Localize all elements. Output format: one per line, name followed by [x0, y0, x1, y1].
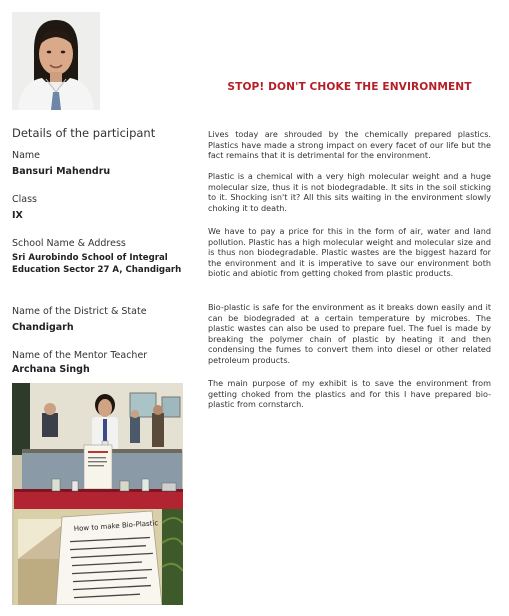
- article-headline: STOP! DON'T CHOKE THE ENVIRONMENT: [227, 81, 472, 93]
- exhibit-photo: [12, 383, 183, 605]
- participant-portrait-photo: [12, 12, 100, 110]
- school-field: [12, 238, 192, 276]
- district-value: Chandigarh: [12, 322, 74, 333]
- name-field: [12, 150, 192, 178]
- details-heading: Details of the participant: [12, 126, 156, 140]
- participant-details: [12, 126, 192, 375]
- class-label: Class: [12, 194, 37, 205]
- name-value: Bansuri Mahendru: [12, 166, 111, 177]
- mentor-value: Archana Singh: [12, 364, 90, 375]
- district-field: [12, 306, 192, 334]
- article-paragraph-3: We have to pay a price for this in the form of air, water and land pollution. Plastic has a high molecular weight and molecular size and is thus non biodegradable. Plastic wastes are the biggest hazard for the environment and it is imperative to save our environment both biotic and abiotic from getting choked from plastic products.: [208, 226, 491, 279]
- name-label: Name: [12, 150, 41, 161]
- exhibit-illustration: [12, 383, 183, 605]
- mentor-label: Name of the Mentor Teacher: [12, 350, 148, 361]
- portrait-illustration: [12, 12, 100, 110]
- article-paragraph-4: Bio-plastic is safe for the environment as it breaks down easily and it can be biodegraded at a certain temperature by microbes. The plastic wastes can also be used to prepare fuel. The fuel is made by breaking the polymer chain of plastic by heating it and then condensing the fumes to convert them into diesel or other related petroleum products.: [208, 302, 491, 365]
- school-value-line-2: Education Sector 27 A, Chandigarh: [12, 265, 182, 275]
- article-paragraph-5: The main purpose of my exhibit is to save the environment from getting choked from the plastics and for this I have prepared bio-plastic from cornstarch.: [208, 378, 491, 410]
- article-paragraph-1: Lives today are shrouded by the chemically prepared plastics. Plastics have made a strong impact on every facet of our life but the fact remains that it is detrimental for the environment.: [208, 129, 491, 161]
- article-paragraph-2: Plastic is a chemical with a very high molecular weight and a huge molecular size, thus it is not biodegradable. It sits in the soil sticking to it. Shocking isn't it? All this sits waiting in the environment slowly choking it to death.: [208, 171, 491, 213]
- exhibit-poster-title: How to make Bio-Plastic: [73, 519, 159, 533]
- school-value-line-1: Sri Aurobindo School of Integral: [12, 253, 168, 263]
- mentor-field: [12, 350, 192, 376]
- school-label: School Name & Address: [12, 238, 126, 249]
- class-field: [12, 194, 192, 222]
- class-value: IX: [12, 210, 23, 221]
- district-label: Name of the District & State: [12, 306, 147, 317]
